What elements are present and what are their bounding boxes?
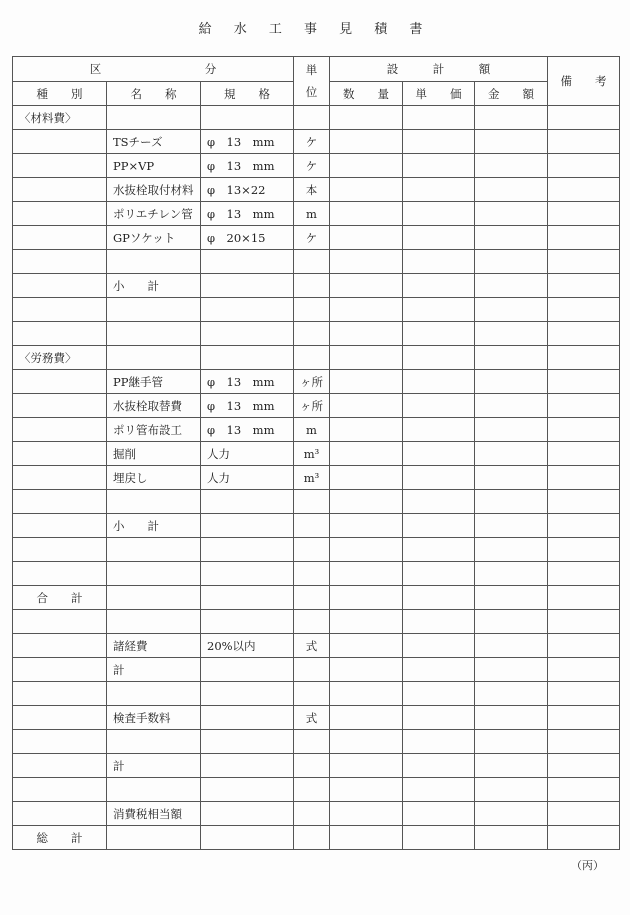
table-row bbox=[13, 706, 620, 730]
tanka-cell[interactable] bbox=[403, 514, 475, 538]
tanka-cell[interactable] bbox=[403, 706, 475, 730]
meisho-cell[interactable] bbox=[107, 826, 201, 850]
suryo-cell[interactable] bbox=[330, 490, 403, 514]
tani-cell[interactable] bbox=[294, 562, 330, 586]
shubetsu-cell[interactable] bbox=[13, 394, 107, 418]
meisho-cell[interactable] bbox=[107, 730, 201, 754]
tani-cell[interactable] bbox=[294, 826, 330, 850]
suryo-cell[interactable] bbox=[330, 730, 403, 754]
meisho-cell[interactable]: 水抜栓取替費 bbox=[107, 394, 201, 418]
tanka-cell[interactable] bbox=[403, 826, 475, 850]
meisho-cell[interactable] bbox=[107, 346, 201, 370]
table-row bbox=[13, 610, 620, 634]
table-row bbox=[13, 178, 620, 202]
biko-cell[interactable] bbox=[548, 346, 620, 370]
kingaku-cell[interactable] bbox=[475, 802, 548, 826]
kikaku-cell[interactable]: φ 20×15 bbox=[201, 226, 294, 250]
kingaku-cell[interactable] bbox=[475, 394, 548, 418]
tani-cell[interactable] bbox=[294, 346, 330, 370]
table-row bbox=[13, 154, 620, 178]
table-row bbox=[13, 778, 620, 802]
kikaku-cell[interactable] bbox=[201, 826, 294, 850]
table-row bbox=[13, 250, 620, 274]
shubetsu-cell[interactable] bbox=[13, 226, 107, 250]
kingaku-cell[interactable] bbox=[475, 322, 548, 346]
meisho-cell[interactable]: 小 計 bbox=[107, 514, 201, 538]
biko-cell[interactable] bbox=[548, 322, 620, 346]
biko-cell[interactable] bbox=[548, 706, 620, 730]
kikaku-cell[interactable] bbox=[201, 322, 294, 346]
table-row bbox=[13, 298, 620, 322]
tanka-cell[interactable] bbox=[403, 466, 475, 490]
table-row bbox=[13, 130, 620, 154]
table-row bbox=[13, 442, 620, 466]
tani-cell[interactable] bbox=[294, 610, 330, 634]
meisho-cell[interactable]: 埋戻し bbox=[107, 466, 201, 490]
kingaku-cell[interactable] bbox=[475, 490, 548, 514]
tani-cell[interactable] bbox=[294, 250, 330, 274]
tanka-cell[interactable] bbox=[403, 298, 475, 322]
suryo-cell[interactable] bbox=[330, 418, 403, 442]
table-row bbox=[13, 754, 620, 778]
kingaku-cell[interactable] bbox=[475, 466, 548, 490]
meisho-cell[interactable]: 掘削 bbox=[107, 442, 201, 466]
tanka-cell[interactable] bbox=[403, 274, 475, 298]
tani-cell[interactable]: ケ bbox=[294, 130, 330, 154]
kingaku-cell[interactable] bbox=[475, 178, 548, 202]
tani-cell[interactable] bbox=[294, 274, 330, 298]
suryo-cell[interactable] bbox=[330, 442, 403, 466]
tani-cell[interactable]: ヶ所 bbox=[294, 370, 330, 394]
biko-cell[interactable] bbox=[548, 274, 620, 298]
tani-cell[interactable] bbox=[294, 730, 330, 754]
biko-cell[interactable] bbox=[548, 370, 620, 394]
kingaku-cell[interactable] bbox=[475, 706, 548, 730]
table-row bbox=[13, 466, 620, 490]
tani-cell[interactable] bbox=[294, 802, 330, 826]
kingaku-cell[interactable] bbox=[475, 754, 548, 778]
suryo-cell[interactable] bbox=[330, 754, 403, 778]
kikaku-cell[interactable] bbox=[201, 298, 294, 322]
table-row bbox=[13, 514, 620, 538]
tani-cell[interactable]: m³ bbox=[294, 442, 330, 466]
table-row bbox=[13, 226, 620, 250]
tanka-cell[interactable] bbox=[403, 610, 475, 634]
kingaku-cell[interactable] bbox=[475, 538, 548, 562]
tanka-cell[interactable] bbox=[403, 586, 475, 610]
biko-cell[interactable] bbox=[548, 442, 620, 466]
shubetsu-cell[interactable] bbox=[13, 658, 107, 682]
biko-cell[interactable] bbox=[548, 202, 620, 226]
kikaku-cell[interactable] bbox=[201, 802, 294, 826]
biko-cell[interactable] bbox=[548, 826, 620, 850]
kikaku-cell[interactable] bbox=[201, 610, 294, 634]
kingaku-cell[interactable] bbox=[475, 730, 548, 754]
shubetsu-cell[interactable] bbox=[13, 298, 107, 322]
table-row bbox=[13, 586, 620, 610]
meisho-cell[interactable] bbox=[107, 106, 201, 130]
biko-cell[interactable] bbox=[548, 490, 620, 514]
suryo-cell[interactable] bbox=[330, 202, 403, 226]
meisho-cell[interactable]: 水抜栓取付材料 bbox=[107, 178, 201, 202]
kikaku-cell[interactable]: 20%以内 bbox=[201, 634, 294, 658]
table-row bbox=[13, 730, 620, 754]
kingaku-cell[interactable] bbox=[475, 154, 548, 178]
kikaku-cell[interactable] bbox=[201, 658, 294, 682]
biko-cell[interactable] bbox=[548, 682, 620, 706]
suryo-cell[interactable] bbox=[330, 130, 403, 154]
kingaku-cell[interactable] bbox=[475, 226, 548, 250]
tani-cell[interactable]: ヶ所 bbox=[294, 394, 330, 418]
tani-cell[interactable]: m³ bbox=[294, 466, 330, 490]
suryo-cell[interactable] bbox=[330, 226, 403, 250]
suryo-cell[interactable] bbox=[330, 466, 403, 490]
tani-cell[interactable]: m bbox=[294, 418, 330, 442]
suryo-cell[interactable] bbox=[330, 802, 403, 826]
kikaku-cell[interactable]: φ 13 mm bbox=[201, 202, 294, 226]
suryo-cell[interactable] bbox=[330, 346, 403, 370]
meisho-cell[interactable] bbox=[107, 250, 201, 274]
meisho-cell[interactable] bbox=[107, 538, 201, 562]
table-row bbox=[13, 418, 620, 442]
meisho-cell[interactable]: ポリ管布設工 bbox=[107, 418, 201, 442]
meisho-cell[interactable]: 小 計 bbox=[107, 274, 201, 298]
suryo-cell[interactable] bbox=[330, 274, 403, 298]
kingaku-cell[interactable] bbox=[475, 418, 548, 442]
shubetsu-cell[interactable] bbox=[13, 154, 107, 178]
shubetsu-cell[interactable] bbox=[13, 514, 107, 538]
kingaku-cell[interactable] bbox=[475, 298, 548, 322]
suryo-cell[interactable] bbox=[330, 706, 403, 730]
table-row bbox=[13, 682, 620, 706]
shubetsu-cell[interactable] bbox=[13, 562, 107, 586]
kikaku-cell[interactable] bbox=[201, 778, 294, 802]
tani-cell[interactable] bbox=[294, 106, 330, 130]
shubetsu-cell[interactable] bbox=[13, 706, 107, 730]
tanka-cell[interactable] bbox=[403, 370, 475, 394]
shubetsu-cell[interactable] bbox=[13, 418, 107, 442]
tanka-cell[interactable] bbox=[403, 682, 475, 706]
meisho-cell[interactable]: PP継手管 bbox=[107, 370, 201, 394]
tani-cell[interactable] bbox=[294, 778, 330, 802]
table-row bbox=[13, 394, 620, 418]
header-kingaku: 金 額 bbox=[475, 82, 548, 106]
tani-cell[interactable]: m bbox=[294, 202, 330, 226]
shubetsu-cell[interactable] bbox=[13, 322, 107, 346]
meisho-cell[interactable] bbox=[107, 490, 201, 514]
tanka-cell[interactable] bbox=[403, 778, 475, 802]
kikaku-cell[interactable]: φ 13 mm bbox=[201, 130, 294, 154]
kingaku-cell[interactable] bbox=[475, 634, 548, 658]
estimate-table bbox=[12, 56, 620, 850]
tani-cell[interactable] bbox=[294, 658, 330, 682]
tanka-cell[interactable] bbox=[403, 226, 475, 250]
tani-cell[interactable] bbox=[294, 538, 330, 562]
shubetsu-cell[interactable] bbox=[13, 778, 107, 802]
kikaku-cell[interactable]: φ 13 mm bbox=[201, 418, 294, 442]
kingaku-cell[interactable] bbox=[475, 586, 548, 610]
tanka-cell[interactable] bbox=[403, 802, 475, 826]
kikaku-cell[interactable]: φ 13 mm bbox=[201, 394, 294, 418]
biko-cell[interactable] bbox=[548, 226, 620, 250]
table-row bbox=[13, 538, 620, 562]
document-title: 給 水 工 事 見 積 書 bbox=[198, 22, 432, 37]
shubetsu-cell[interactable] bbox=[13, 490, 107, 514]
suryo-cell[interactable] bbox=[330, 106, 403, 130]
shubetsu-cell[interactable] bbox=[13, 250, 107, 274]
kingaku-cell[interactable] bbox=[475, 562, 548, 586]
tanka-cell[interactable] bbox=[403, 154, 475, 178]
suryo-cell[interactable] bbox=[330, 250, 403, 274]
meisho-cell[interactable]: 消費税相当額 bbox=[107, 802, 201, 826]
shubetsu-cell[interactable] bbox=[13, 754, 107, 778]
biko-cell[interactable] bbox=[548, 730, 620, 754]
suryo-cell[interactable] bbox=[330, 178, 403, 202]
biko-cell[interactable] bbox=[548, 562, 620, 586]
meisho-cell[interactable]: 諸経費 bbox=[107, 634, 201, 658]
tani-cell[interactable]: 式 bbox=[294, 634, 330, 658]
kingaku-cell[interactable] bbox=[475, 658, 548, 682]
kikaku-cell[interactable]: φ 13 mm bbox=[201, 154, 294, 178]
tanka-cell[interactable] bbox=[403, 634, 475, 658]
kikaku-cell[interactable]: 人力 bbox=[201, 442, 294, 466]
header-tani: 単位 bbox=[294, 57, 330, 106]
biko-cell[interactable] bbox=[548, 658, 620, 682]
suryo-cell[interactable] bbox=[330, 538, 403, 562]
meisho-cell[interactable]: GPソケット bbox=[107, 226, 201, 250]
biko-cell[interactable] bbox=[548, 754, 620, 778]
biko-cell[interactable] bbox=[548, 634, 620, 658]
meisho-cell[interactable] bbox=[107, 778, 201, 802]
biko-cell[interactable] bbox=[548, 298, 620, 322]
tani-cell[interactable] bbox=[294, 490, 330, 514]
table-row bbox=[13, 370, 620, 394]
table-row bbox=[13, 274, 620, 298]
suryo-cell[interactable] bbox=[330, 634, 403, 658]
tani-cell[interactable] bbox=[294, 682, 330, 706]
kingaku-cell[interactable] bbox=[475, 442, 548, 466]
meisho-cell[interactable] bbox=[107, 586, 201, 610]
tani-cell[interactable]: ケ bbox=[294, 226, 330, 250]
meisho-cell[interactable]: 検査手数料 bbox=[107, 706, 201, 730]
tanka-cell[interactable] bbox=[403, 346, 475, 370]
tani-cell[interactable] bbox=[294, 298, 330, 322]
shubetsu-cell[interactable] bbox=[13, 274, 107, 298]
shubetsu-cell[interactable] bbox=[13, 130, 107, 154]
shubetsu-cell[interactable] bbox=[13, 634, 107, 658]
suryo-cell[interactable] bbox=[330, 298, 403, 322]
tanka-cell[interactable] bbox=[403, 658, 475, 682]
suryo-cell[interactable] bbox=[330, 826, 403, 850]
tani-cell[interactable] bbox=[294, 322, 330, 346]
kingaku-cell[interactable] bbox=[475, 130, 548, 154]
tanka-cell[interactable] bbox=[403, 490, 475, 514]
tanka-cell[interactable] bbox=[403, 322, 475, 346]
kingaku-cell[interactable] bbox=[475, 778, 548, 802]
form-type-label: （丙） bbox=[571, 859, 604, 872]
kingaku-cell[interactable] bbox=[475, 370, 548, 394]
suryo-cell[interactable] bbox=[330, 322, 403, 346]
header-biko: 備 考 bbox=[548, 57, 620, 106]
tani-cell[interactable] bbox=[294, 754, 330, 778]
biko-cell[interactable] bbox=[548, 538, 620, 562]
kikaku-cell[interactable] bbox=[201, 490, 294, 514]
tanka-cell[interactable] bbox=[403, 538, 475, 562]
shubetsu-cell[interactable] bbox=[13, 466, 107, 490]
meisho-cell[interactable] bbox=[107, 682, 201, 706]
shubetsu-cell[interactable] bbox=[13, 202, 107, 226]
shubetsu-cell[interactable] bbox=[13, 370, 107, 394]
shubetsu-cell[interactable] bbox=[13, 442, 107, 466]
biko-cell[interactable] bbox=[548, 778, 620, 802]
kikaku-cell[interactable] bbox=[201, 586, 294, 610]
biko-cell[interactable] bbox=[548, 514, 620, 538]
biko-cell[interactable] bbox=[548, 610, 620, 634]
shubetsu-cell[interactable]: 〈材料費〉 bbox=[13, 106, 107, 130]
meisho-cell[interactable] bbox=[107, 562, 201, 586]
header-suryo: 数 量 bbox=[330, 82, 403, 106]
table-body bbox=[13, 106, 620, 850]
tanka-cell[interactable] bbox=[403, 562, 475, 586]
kingaku-cell[interactable] bbox=[475, 274, 548, 298]
tanka-cell[interactable] bbox=[403, 178, 475, 202]
suryo-cell[interactable] bbox=[330, 562, 403, 586]
kikaku-cell[interactable]: φ 13 mm bbox=[201, 370, 294, 394]
shubetsu-cell[interactable] bbox=[13, 730, 107, 754]
biko-cell[interactable] bbox=[548, 106, 620, 130]
shubetsu-cell[interactable]: 総 計 bbox=[13, 826, 107, 850]
kikaku-cell[interactable] bbox=[201, 106, 294, 130]
table-row bbox=[13, 802, 620, 826]
header-sekkei-gaku: 設 計 額 bbox=[330, 57, 548, 82]
kikaku-cell[interactable] bbox=[201, 514, 294, 538]
kingaku-cell[interactable] bbox=[475, 250, 548, 274]
tani-cell[interactable] bbox=[294, 586, 330, 610]
kingaku-cell[interactable] bbox=[475, 826, 548, 850]
suryo-cell[interactable] bbox=[330, 394, 403, 418]
shubetsu-cell[interactable] bbox=[13, 610, 107, 634]
table-row bbox=[13, 346, 620, 370]
meisho-cell[interactable]: PP×VP bbox=[107, 154, 201, 178]
kingaku-cell[interactable] bbox=[475, 202, 548, 226]
table-row bbox=[13, 490, 620, 514]
biko-cell[interactable] bbox=[548, 586, 620, 610]
biko-cell[interactable] bbox=[548, 130, 620, 154]
kikaku-cell[interactable] bbox=[201, 250, 294, 274]
kikaku-cell[interactable] bbox=[201, 562, 294, 586]
meisho-cell[interactable] bbox=[107, 298, 201, 322]
kikaku-cell[interactable] bbox=[201, 706, 294, 730]
header-kubun: 区 分 bbox=[13, 57, 294, 82]
suryo-cell[interactable] bbox=[330, 514, 403, 538]
header-shubetsu: 種 別 bbox=[13, 82, 107, 106]
suryo-cell[interactable] bbox=[330, 154, 403, 178]
meisho-cell[interactable] bbox=[107, 610, 201, 634]
table-row bbox=[13, 658, 620, 682]
shubetsu-cell[interactable] bbox=[13, 802, 107, 826]
biko-cell[interactable] bbox=[548, 466, 620, 490]
kingaku-cell[interactable] bbox=[475, 682, 548, 706]
biko-cell[interactable] bbox=[548, 154, 620, 178]
tanka-cell[interactable] bbox=[403, 394, 475, 418]
kingaku-cell[interactable] bbox=[475, 610, 548, 634]
suryo-cell[interactable] bbox=[330, 682, 403, 706]
tanka-cell[interactable] bbox=[403, 130, 475, 154]
suryo-cell[interactable] bbox=[330, 610, 403, 634]
shubetsu-cell[interactable]: 〈労務費〉 bbox=[13, 346, 107, 370]
kingaku-cell[interactable] bbox=[475, 106, 548, 130]
kikaku-cell[interactable] bbox=[201, 754, 294, 778]
kingaku-cell[interactable] bbox=[475, 346, 548, 370]
tanka-cell[interactable] bbox=[403, 730, 475, 754]
kikaku-cell[interactable] bbox=[201, 538, 294, 562]
tanka-cell[interactable] bbox=[403, 202, 475, 226]
biko-cell[interactable] bbox=[548, 394, 620, 418]
table-row bbox=[13, 322, 620, 346]
kikaku-cell[interactable]: 人力 bbox=[201, 466, 294, 490]
table-row bbox=[13, 634, 620, 658]
biko-cell[interactable] bbox=[548, 802, 620, 826]
tani-cell[interactable]: 本 bbox=[294, 178, 330, 202]
header-row-1 bbox=[13, 57, 620, 82]
meisho-cell[interactable]: ポリエチレン管 bbox=[107, 202, 201, 226]
header-kikaku: 規 格 bbox=[201, 82, 294, 106]
kikaku-cell[interactable] bbox=[201, 730, 294, 754]
kikaku-cell[interactable] bbox=[201, 682, 294, 706]
kikaku-cell[interactable]: φ 13×22 bbox=[201, 178, 294, 202]
meisho-cell[interactable]: 計 bbox=[107, 754, 201, 778]
suryo-cell[interactable] bbox=[330, 658, 403, 682]
meisho-cell[interactable] bbox=[107, 322, 201, 346]
meisho-cell[interactable]: TSチーズ bbox=[107, 130, 201, 154]
tanka-cell[interactable] bbox=[403, 754, 475, 778]
biko-cell[interactable] bbox=[548, 178, 620, 202]
biko-cell[interactable] bbox=[548, 250, 620, 274]
tani-cell[interactable]: 式 bbox=[294, 706, 330, 730]
kingaku-cell[interactable] bbox=[475, 514, 548, 538]
tanka-cell[interactable] bbox=[403, 106, 475, 130]
tanka-cell[interactable] bbox=[403, 442, 475, 466]
table-row bbox=[13, 106, 620, 130]
shubetsu-cell[interactable] bbox=[13, 682, 107, 706]
shubetsu-cell[interactable] bbox=[13, 178, 107, 202]
header-meisho: 名 称 bbox=[107, 82, 201, 106]
meisho-cell[interactable]: 計 bbox=[107, 658, 201, 682]
table-row bbox=[13, 826, 620, 850]
kikaku-cell[interactable] bbox=[201, 274, 294, 298]
biko-cell[interactable] bbox=[548, 418, 620, 442]
kikaku-cell[interactable] bbox=[201, 346, 294, 370]
table-row bbox=[13, 562, 620, 586]
header-tanka: 単 価 bbox=[403, 82, 475, 106]
suryo-cell[interactable] bbox=[330, 370, 403, 394]
shubetsu-cell[interactable] bbox=[13, 538, 107, 562]
suryo-cell[interactable] bbox=[330, 586, 403, 610]
tanka-cell[interactable] bbox=[403, 418, 475, 442]
shubetsu-cell[interactable]: 合 計 bbox=[13, 586, 107, 610]
tani-cell[interactable]: ケ bbox=[294, 154, 330, 178]
suryo-cell[interactable] bbox=[330, 778, 403, 802]
tani-cell[interactable] bbox=[294, 514, 330, 538]
table-row bbox=[13, 202, 620, 226]
tanka-cell[interactable] bbox=[403, 250, 475, 274]
